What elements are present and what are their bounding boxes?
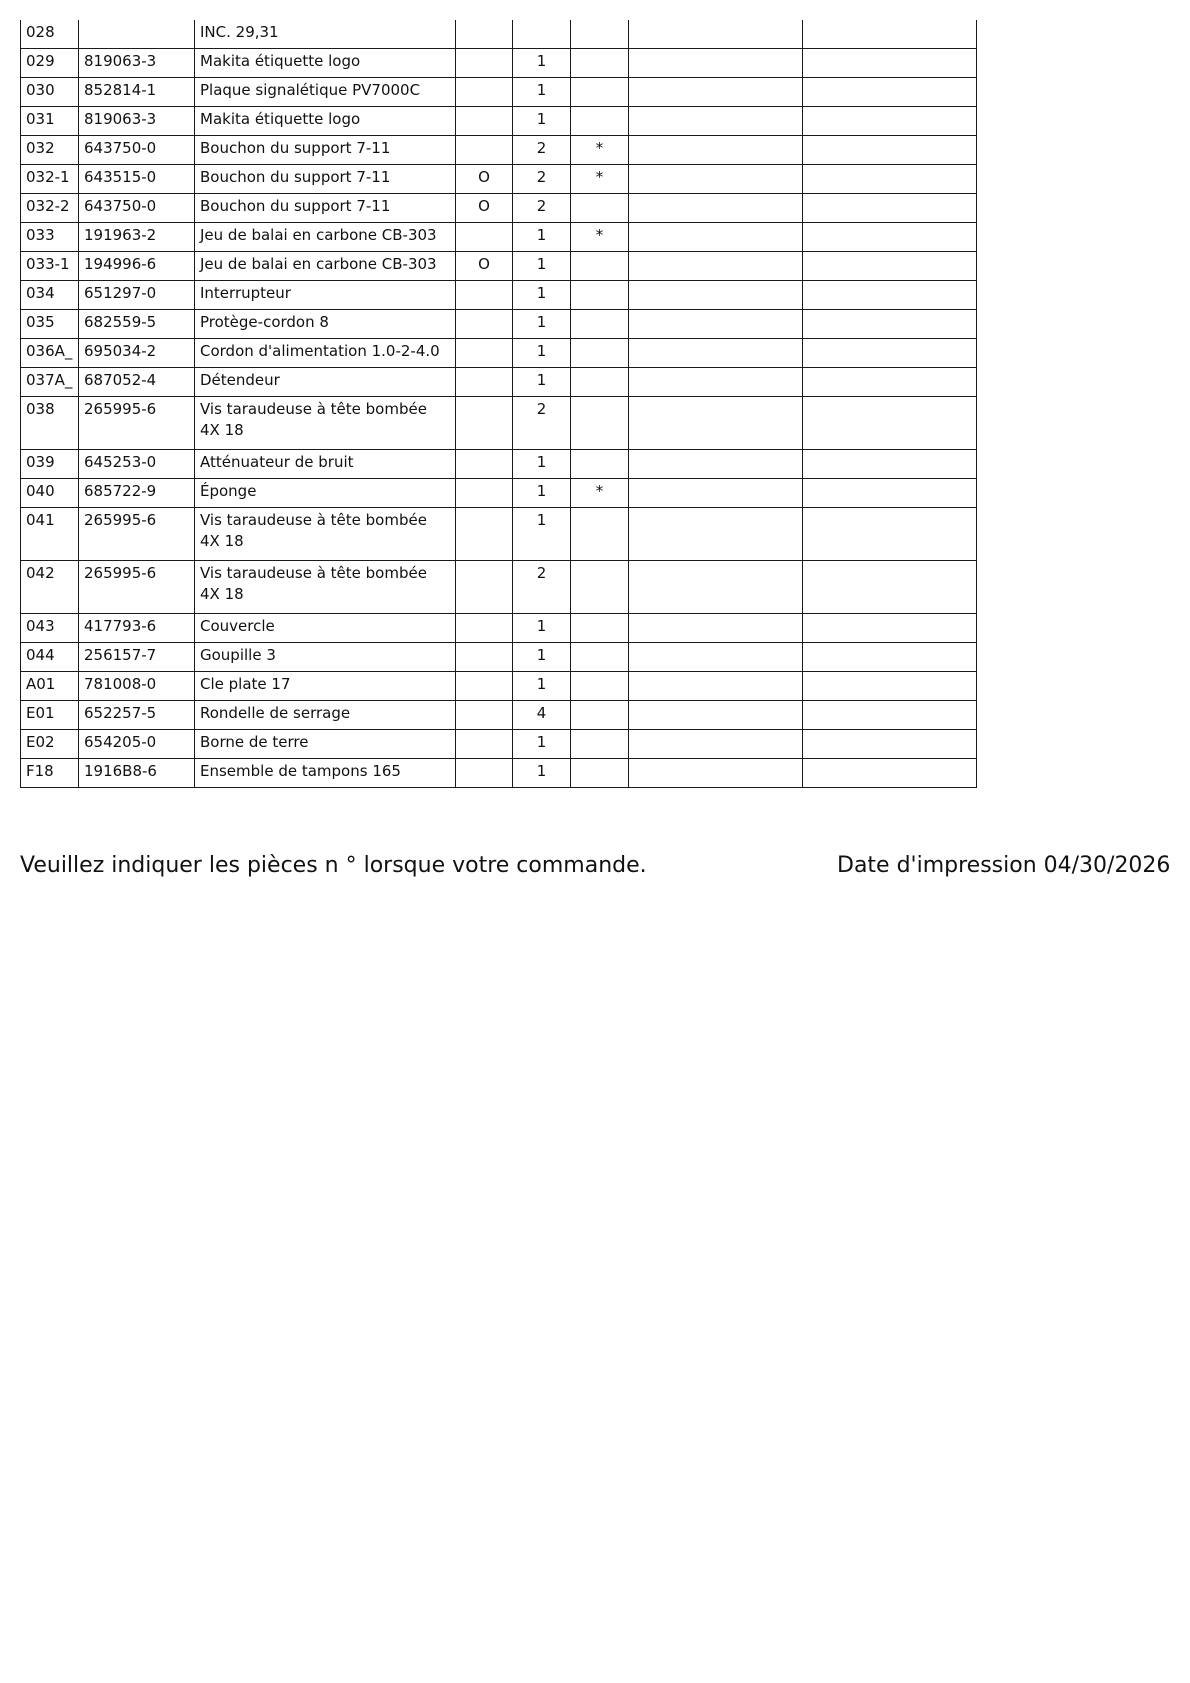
ref-cell: 041 (21, 508, 79, 561)
blank-cell (803, 643, 977, 672)
quantity-cell: 2 (513, 165, 571, 194)
quantity-cell: 1 (513, 78, 571, 107)
description-cell: Détendeur (195, 368, 456, 397)
ref-cell: 033 (21, 223, 79, 252)
description-cell: Bouchon du support 7-11 (195, 194, 456, 223)
blank-cell (629, 672, 803, 701)
quantity-cell: 4 (513, 701, 571, 730)
blank-cell (629, 223, 803, 252)
table-row (21, 561, 977, 614)
ref-cell: 028 (21, 20, 79, 49)
table-row (21, 643, 977, 672)
part-number-cell: 1916B8-6 (79, 759, 195, 788)
description-cell: Atténuateur de bruit (195, 450, 456, 479)
option-cell: O (456, 165, 513, 194)
blank-cell (629, 643, 803, 672)
mark-cell (571, 281, 629, 310)
description-cell: Vis taraudeuse à tête bombée 4X 18 (195, 561, 456, 614)
blank-cell (629, 368, 803, 397)
option-cell (456, 643, 513, 672)
option-cell (456, 78, 513, 107)
mark-cell (571, 614, 629, 643)
description-cell: Cle plate 17 (195, 672, 456, 701)
blank-cell (629, 508, 803, 561)
part-number-cell: 781008-0 (79, 672, 195, 701)
blank-cell (803, 165, 977, 194)
ref-cell: E01 (21, 701, 79, 730)
table-row (21, 49, 977, 78)
table-row (21, 78, 977, 107)
option-cell (456, 281, 513, 310)
mark-cell (571, 672, 629, 701)
quantity-cell: 1 (513, 643, 571, 672)
part-number-cell: 643750-0 (79, 194, 195, 223)
description-cell: Makita étiquette logo (195, 107, 456, 136)
part-number-cell: 643750-0 (79, 136, 195, 165)
blank-cell (629, 397, 803, 450)
quantity-cell: 1 (513, 614, 571, 643)
description-cell: Protège-cordon 8 (195, 310, 456, 339)
option-cell (456, 561, 513, 614)
blank-cell (629, 78, 803, 107)
description-cell: Ensemble de tampons 165 (195, 759, 456, 788)
mark-cell: * (571, 136, 629, 165)
part-number-cell: 265995-6 (79, 561, 195, 614)
ref-cell: 038 (21, 397, 79, 450)
blank-cell (803, 614, 977, 643)
blank-cell (629, 730, 803, 759)
ref-cell: 044 (21, 643, 79, 672)
part-number-cell: 417793-6 (79, 614, 195, 643)
option-cell (456, 107, 513, 136)
ref-cell: 033-1 (21, 252, 79, 281)
print-date: Date d'impression 04/30/2026 (837, 853, 1171, 878)
mark-cell (571, 701, 629, 730)
mark-cell (571, 450, 629, 479)
part-number-cell: 687052-4 (79, 368, 195, 397)
option-cell (456, 450, 513, 479)
part-number-cell: 643515-0 (79, 165, 195, 194)
table-row (21, 136, 977, 165)
ref-cell: 042 (21, 561, 79, 614)
mark-cell: * (571, 165, 629, 194)
option-cell (456, 730, 513, 759)
description-cell: Vis taraudeuse à tête bombée 4X 18 (195, 508, 456, 561)
table-row (21, 701, 977, 730)
quantity-cell: 2 (513, 194, 571, 223)
part-number-cell: 265995-6 (79, 508, 195, 561)
blank-cell (629, 450, 803, 479)
option-cell (456, 310, 513, 339)
ref-cell: E02 (21, 730, 79, 759)
blank-cell (803, 281, 977, 310)
quantity-cell: 1 (513, 281, 571, 310)
quantity-cell: 1 (513, 49, 571, 78)
blank-cell (803, 730, 977, 759)
part-number-cell: 819063-3 (79, 107, 195, 136)
description-cell: Goupille 3 (195, 643, 456, 672)
quantity-cell: 2 (513, 397, 571, 450)
blank-cell (803, 107, 977, 136)
quantity-cell: 1 (513, 759, 571, 788)
blank-cell (629, 136, 803, 165)
part-number-cell: 819063-3 (79, 49, 195, 78)
table-row (21, 339, 977, 368)
option-cell (456, 508, 513, 561)
blank-cell (629, 310, 803, 339)
table-row (21, 165, 977, 194)
blank-cell (803, 508, 977, 561)
blank-cell (803, 339, 977, 368)
quantity-cell: 1 (513, 508, 571, 561)
part-number-cell: 194996-6 (79, 252, 195, 281)
ref-cell: 032-1 (21, 165, 79, 194)
description-cell: INC. 29,31 (195, 20, 456, 49)
description-cell: Bouchon du support 7-11 (195, 136, 456, 165)
blank-cell (803, 759, 977, 788)
mark-cell (571, 107, 629, 136)
table-row (21, 397, 977, 450)
description-cell: Jeu de balai en carbone CB-303 (195, 223, 456, 252)
blank-cell (803, 672, 977, 701)
blank-cell (629, 479, 803, 508)
ref-cell: 035 (21, 310, 79, 339)
description-cell: Interrupteur (195, 281, 456, 310)
option-cell (456, 759, 513, 788)
option-cell: O (456, 194, 513, 223)
description-cell: Cordon d'alimentation 1.0-2-4.0 (195, 339, 456, 368)
quantity-cell: 1 (513, 223, 571, 252)
mark-cell: * (571, 479, 629, 508)
table-row (21, 194, 977, 223)
blank-cell (629, 252, 803, 281)
option-cell (456, 397, 513, 450)
mark-cell (571, 78, 629, 107)
part-number-cell (79, 20, 195, 49)
order-note: Veuillez indiquer les pièces n ° lorsque votre commande. (20, 853, 647, 878)
part-number-cell: 652257-5 (79, 701, 195, 730)
table-row (21, 614, 977, 643)
ref-cell: 032 (21, 136, 79, 165)
blank-cell (629, 561, 803, 614)
blank-cell (803, 49, 977, 78)
part-number-cell: 651297-0 (79, 281, 195, 310)
ref-cell: 036A_ (21, 339, 79, 368)
table-row (21, 252, 977, 281)
ref-cell: 043 (21, 614, 79, 643)
blank-cell (629, 49, 803, 78)
ref-cell: 031 (21, 107, 79, 136)
blank-cell (803, 78, 977, 107)
mark-cell (571, 730, 629, 759)
description-cell: Couvercle (195, 614, 456, 643)
blank-cell (629, 20, 803, 49)
ref-cell: F18 (21, 759, 79, 788)
blank-cell (629, 107, 803, 136)
mark-cell (571, 20, 629, 49)
description-cell: Plaque signalétique PV7000C (195, 78, 456, 107)
part-number-cell: 654205-0 (79, 730, 195, 759)
table-row (21, 368, 977, 397)
option-cell (456, 136, 513, 165)
blank-cell (629, 281, 803, 310)
description-cell: Bouchon du support 7-11 (195, 165, 456, 194)
ref-cell: A01 (21, 672, 79, 701)
quantity-cell: 1 (513, 730, 571, 759)
quantity-cell: 1 (513, 479, 571, 508)
blank-cell (629, 339, 803, 368)
blank-cell (629, 165, 803, 194)
part-number-cell: 645253-0 (79, 450, 195, 479)
blank-cell (803, 701, 977, 730)
parts-table (20, 20, 977, 788)
quantity-cell: 1 (513, 107, 571, 136)
description-cell: Borne de terre (195, 730, 456, 759)
table-row (21, 730, 977, 759)
blank-cell (803, 310, 977, 339)
ref-cell: 039 (21, 450, 79, 479)
mark-cell (571, 561, 629, 614)
mark-cell (571, 252, 629, 281)
option-cell (456, 614, 513, 643)
ref-cell: 029 (21, 49, 79, 78)
table-row (21, 20, 977, 49)
table-row (21, 508, 977, 561)
option-cell (456, 672, 513, 701)
mark-cell (571, 310, 629, 339)
quantity-cell: 1 (513, 252, 571, 281)
option-cell (456, 479, 513, 508)
part-number-cell: 256157-7 (79, 643, 195, 672)
blank-cell (629, 614, 803, 643)
part-number-cell: 852814-1 (79, 78, 195, 107)
blank-cell (629, 701, 803, 730)
option-cell (456, 223, 513, 252)
mark-cell: * (571, 223, 629, 252)
blank-cell (803, 397, 977, 450)
quantity-cell: 1 (513, 310, 571, 339)
ref-cell: 037A_ (21, 368, 79, 397)
table-row (21, 450, 977, 479)
table-row (21, 107, 977, 136)
quantity-cell: 1 (513, 450, 571, 479)
ref-cell: 032-2 (21, 194, 79, 223)
blank-cell (629, 194, 803, 223)
description-cell: Rondelle de serrage (195, 701, 456, 730)
mark-cell (571, 368, 629, 397)
part-number-cell: 265995-6 (79, 397, 195, 450)
mark-cell (571, 397, 629, 450)
mark-cell (571, 759, 629, 788)
part-number-cell: 695034-2 (79, 339, 195, 368)
blank-cell (803, 194, 977, 223)
table-row (21, 479, 977, 508)
option-cell (456, 20, 513, 49)
quantity-cell: 2 (513, 561, 571, 614)
table-row (21, 310, 977, 339)
table-row (21, 759, 977, 788)
blank-cell (629, 759, 803, 788)
quantity-cell: 1 (513, 368, 571, 397)
description-cell: Makita étiquette logo (195, 49, 456, 78)
part-number-cell: 682559-5 (79, 310, 195, 339)
parts-table-body (21, 20, 977, 788)
mark-cell (571, 643, 629, 672)
mark-cell (571, 339, 629, 368)
description-cell: Jeu de balai en carbone CB-303 (195, 252, 456, 281)
table-row (21, 281, 977, 310)
ref-cell: 030 (21, 78, 79, 107)
quantity-cell: 1 (513, 672, 571, 701)
blank-cell (803, 223, 977, 252)
blank-cell (803, 450, 977, 479)
blank-cell (803, 368, 977, 397)
description-cell: Éponge (195, 479, 456, 508)
quantity-cell: 1 (513, 339, 571, 368)
table-row (21, 223, 977, 252)
table-row (21, 672, 977, 701)
mark-cell (571, 508, 629, 561)
description-cell: Vis taraudeuse à tête bombée 4X 18 (195, 397, 456, 450)
option-cell (456, 339, 513, 368)
quantity-cell (513, 20, 571, 49)
part-number-cell: 685722-9 (79, 479, 195, 508)
blank-cell (803, 479, 977, 508)
part-number-cell: 191963-2 (79, 223, 195, 252)
blank-cell (803, 20, 977, 49)
quantity-cell: 2 (513, 136, 571, 165)
option-cell (456, 368, 513, 397)
option-cell: O (456, 252, 513, 281)
blank-cell (803, 561, 977, 614)
blank-cell (803, 136, 977, 165)
option-cell (456, 49, 513, 78)
mark-cell (571, 194, 629, 223)
blank-cell (803, 252, 977, 281)
ref-cell: 034 (21, 281, 79, 310)
mark-cell (571, 49, 629, 78)
ref-cell: 040 (21, 479, 79, 508)
option-cell (456, 701, 513, 730)
